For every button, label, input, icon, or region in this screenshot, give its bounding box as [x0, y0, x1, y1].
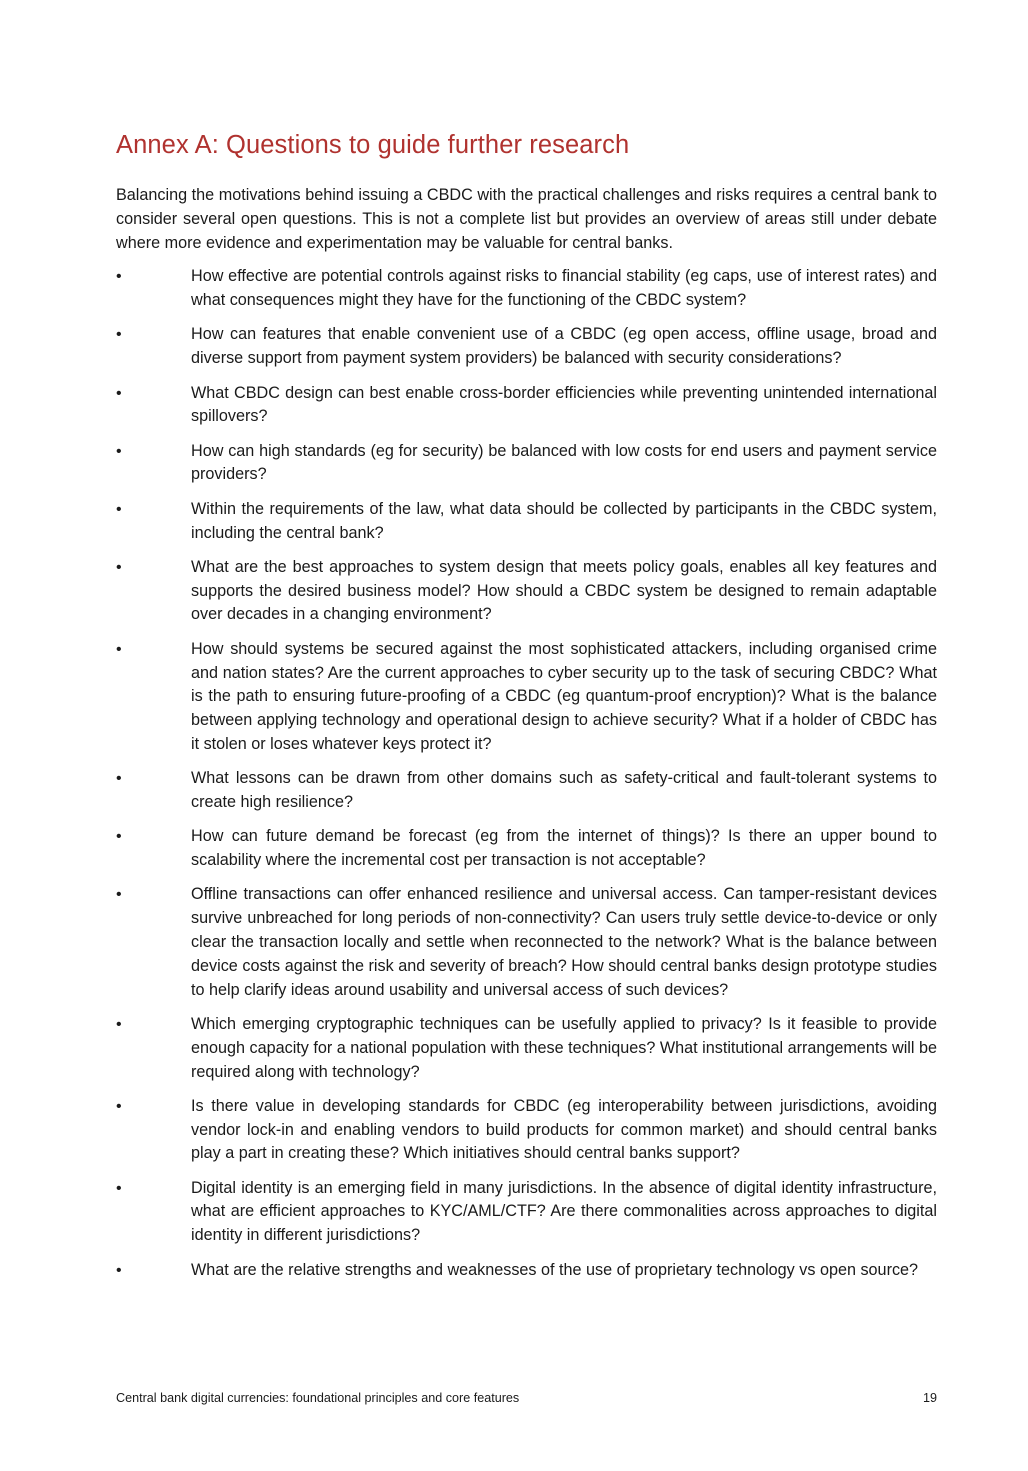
question-item [116, 1095, 937, 1166]
question-text: Digital identity is an emerging field in many jurisdictions. In the absence of digital identity infrastructure, what are efficient approaches to KYC/AML/CTF? Are there commonalities across approaches to digital identity in different jurisdictions? [191, 1178, 937, 1245]
question-text: How can features that enable convenient use of a CBDC (eg open access, offline usage, broad and diverse support from payment system providers) be balanced with security considerations? [191, 325, 937, 368]
bullet-icon: • [116, 558, 122, 576]
question-item [116, 883, 937, 1002]
bullet-icon: • [116, 500, 122, 518]
footer-title: Central bank digital currencies: foundational principles and core features [116, 1391, 520, 1405]
bullet-icon: • [116, 770, 122, 788]
questions-list [116, 265, 937, 1282]
question-text: Within the requirements of the law, what data should be collected by participants in the CBDC system, including the central bank? [191, 499, 937, 542]
bullet-icon: • [116, 384, 122, 402]
question-item [116, 265, 937, 313]
bullet-icon: • [116, 640, 122, 658]
bullet-icon: • [116, 268, 122, 286]
page-number: 19 [922, 1391, 937, 1405]
question-text: What are the relative strengths and weaknesses of the use of proprietary technology vs open source? [191, 1260, 919, 1279]
question-text: Is there value in developing standards for CBDC (eg interoperability between jurisdictions, avoiding vendor lock-in and enabling vendors to build products for common market) and should central banks play a part in creating these? Which initiatives should central banks support? [191, 1096, 937, 1163]
question-item [116, 440, 937, 488]
page-footer [116, 1389, 937, 1407]
page-content [116, 128, 937, 1293]
bullet-icon: • [116, 828, 122, 846]
question-item [116, 825, 937, 873]
question-item [116, 498, 937, 546]
bullet-icon: • [116, 442, 122, 460]
bullet-icon: • [116, 1179, 122, 1197]
question-item [116, 382, 937, 430]
bullet-icon: • [116, 1097, 122, 1115]
intro-paragraph: Balancing the motivations behind issuing a CBDC with the practical challenges and risks requires a central bank to consider several open questions. This is not a complete list but provides an overview of areas still under debate where more evidence and experimentation may be valuable for central banks. [116, 186, 937, 252]
question-text: What CBDC design can best enable cross-border efficiencies while preventing unintended international spillovers? [191, 383, 937, 426]
question-text: How effective are potential controls against risks to financial stability (eg caps, use of interest rates) and what consequences might they have for the functioning of the CBDC system? [191, 267, 937, 310]
question-text: How can future demand be forecast (eg from the internet of things)? Is there an upper bound to scalability where the incremental cost per transaction is not acceptable? [191, 827, 937, 870]
question-text: Offline transactions can offer enhanced resilience and universal access. Can tamper-resistant devices survive unbreached for long periods of non-connectivity? Can users truly settle device-to-device or only clear the transaction locally and settle when reconnected to the network? What is the balance between device costs against the risk and severity of breach? How should central banks design prototype studies to help clarify ideas around usability and universal access of such devices? [191, 885, 937, 999]
bullet-icon: • [116, 886, 122, 904]
question-item [116, 1013, 937, 1084]
question-item [116, 556, 937, 627]
question-item [116, 767, 937, 815]
bullet-icon: • [116, 326, 122, 344]
question-item [116, 638, 937, 757]
question-text: Which emerging cryptographic techniques can be usefully applied to privacy? Is it feasible to provide enough capacity for a national population with these techniques? What institutional arrangements will be required along with technology? [191, 1014, 937, 1081]
question-item [116, 1177, 937, 1248]
question-text: What are the best approaches to system design that meets policy goals, enables all key features and supports the desired business model? How should a CBDC system be designed to remain adaptable over decades in a changing environment? [191, 557, 937, 624]
question-item [116, 323, 937, 371]
section-heading: Annex A: Questions to guide further research [116, 131, 630, 159]
question-text: How can high standards (eg for security) be balanced with low costs for end users and payment service providers? [191, 441, 937, 484]
question-item [116, 1259, 937, 1283]
question-text: How should systems be secured against the most sophisticated attackers, including organised crime and nation states? Are the current approaches to cyber security up to the task of securing CBDC? What is the path to ensuring future-proofing of a CBDC (eg quantum-proof encryption)? What is the balance between applying technology and operational design to achieve security? What if a holder of CBDC has it stolen or loses whatever keys protect it? [191, 639, 937, 753]
bullet-icon: • [116, 1261, 122, 1279]
bullet-icon: • [116, 1015, 122, 1033]
question-text: What lessons can be drawn from other domains such as safety-critical and fault-tolerant systems to create high resilience? [191, 769, 937, 812]
